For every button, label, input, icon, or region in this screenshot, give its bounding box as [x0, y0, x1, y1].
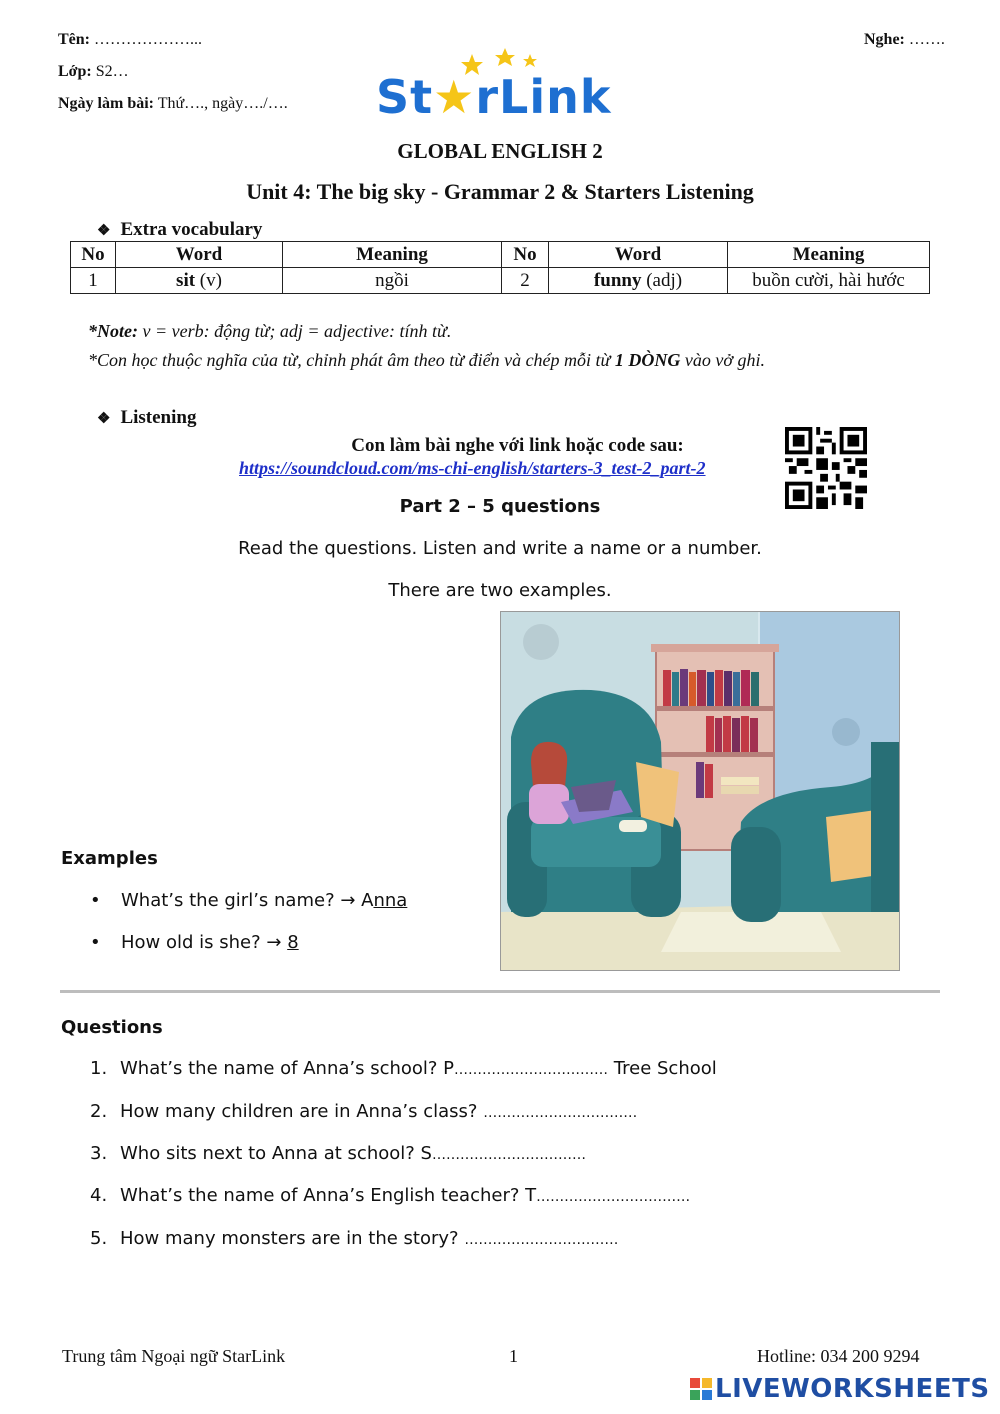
answer-blank[interactable]: …………………………… — [483, 1105, 638, 1121]
cell-no: 2 — [502, 268, 549, 294]
name-field — [58, 31, 202, 49]
question-item-3 — [90, 1143, 586, 1164]
col-meaning-1: Meaning — [283, 242, 502, 268]
cell-meaning: ngồi — [283, 268, 502, 294]
note-abbreviations — [88, 321, 451, 342]
listen-score-label: Nghe: — [864, 31, 905, 48]
question-number: 5. — [90, 1228, 108, 1249]
cell-meaning: buồn cười, hài hước — [728, 268, 930, 294]
diamond-bullet-icon: ❖ — [97, 411, 111, 427]
date-label: Ngày làm bài: — [58, 95, 154, 112]
example-question: What’s the girl’s name? → A — [121, 890, 374, 911]
soundcloud-link[interactable]: https://soundcloud.com/ms-chi-english/starters-3_test-2_part-2 — [239, 458, 706, 478]
word-sit: sit — [176, 269, 196, 291]
cell-no: 1 — [71, 268, 116, 294]
note-instructions — [88, 350, 765, 371]
question-text: What’s the name of Anna’s school? P — [120, 1058, 455, 1079]
page-title: GLOBAL ENGLISH 2 — [397, 139, 603, 163]
col-meaning-2: Meaning — [728, 242, 930, 268]
name-value: ………………... — [94, 31, 202, 48]
instruction-line-1: Read the questions. Listen and write a name or a number. — [238, 538, 762, 559]
date-field — [58, 95, 288, 113]
example-answer: 8 — [287, 932, 299, 953]
listen-score-value: ……. — [908, 31, 945, 48]
word-pos: (adj) — [646, 269, 683, 291]
word-pos: (v) — [199, 269, 222, 291]
question-number: 2. — [90, 1101, 108, 1122]
vocab-header-row — [71, 242, 930, 268]
cell-word — [116, 268, 283, 294]
logo-text-part1: St — [376, 70, 434, 124]
living-room-illustration — [501, 612, 899, 970]
question-item-2 — [90, 1101, 637, 1122]
question-item-4 — [90, 1185, 690, 1206]
vocab-heading — [97, 219, 262, 241]
answer-blank[interactable]: …………………………… — [454, 1062, 609, 1078]
table-row — [71, 268, 930, 294]
answer-blank[interactable]: …………………………… — [464, 1232, 619, 1248]
question-text: How many monsters are in the story? — [120, 1228, 465, 1249]
question-item-5 — [90, 1228, 618, 1249]
diamond-bullet-icon: ❖ — [97, 223, 111, 239]
answer-blank[interactable]: …………………………… — [431, 1147, 586, 1163]
bullet-icon: • — [90, 932, 101, 953]
example-question: How old is she? → — [121, 932, 288, 953]
list-item — [90, 932, 299, 953]
col-word-1: Word — [116, 242, 283, 268]
starlink-logo — [376, 46, 626, 136]
part-title: Part 2 – 5 questions — [399, 496, 601, 517]
questions-heading: Questions — [61, 1017, 163, 1038]
listening-heading-text: Listening — [120, 407, 197, 428]
examples-heading: Examples — [61, 848, 158, 869]
listening-heading — [97, 407, 196, 429]
note-text: v = verb: động từ; adj = adjective: tính từ. — [137, 321, 452, 341]
vocab-heading-text: Extra vocabulary — [120, 219, 263, 240]
question-text: What’s the name of Anna’s English teacher? T — [120, 1185, 537, 1206]
question-text: How many children are in Anna’s class? — [120, 1101, 484, 1122]
question-text-after: Tree School — [608, 1058, 717, 1079]
class-value: S2… — [95, 63, 129, 80]
class-label: Lớp: — [58, 63, 92, 80]
question-number: 1. — [90, 1058, 108, 1079]
footer-hotline: Hotline: 034 200 9294 — [757, 1346, 920, 1366]
note-text-pre: *Con học thuộc nghĩa của từ, chỉnh phát âm theo từ điển và chép mỗi từ — [88, 350, 615, 370]
example-answer: nna — [373, 890, 408, 911]
scene-illustration — [500, 611, 900, 971]
footer-center-name: Trung tâm Ngoại ngữ StarLink — [62, 1346, 286, 1366]
vocab-table — [70, 241, 930, 294]
class-field — [58, 63, 129, 81]
col-no-2: No — [502, 242, 549, 268]
bullet-icon: • — [90, 890, 101, 911]
liveworksheets-logo-icon — [690, 1378, 712, 1402]
note-text-post: vào vở ghi. — [680, 350, 765, 370]
word-funny: funny — [593, 269, 642, 291]
question-item-1 — [90, 1058, 717, 1079]
answer-blank[interactable]: …………………………… — [536, 1189, 691, 1205]
section-divider — [60, 990, 940, 993]
note-text-bold: 1 DÒNG — [614, 350, 681, 370]
logo-wordmark — [376, 70, 611, 124]
logo-star-icon: ★ — [433, 70, 476, 124]
question-number: 4. — [90, 1185, 108, 1206]
question-text: Who sits next to Anna at school? S — [120, 1143, 432, 1164]
listen-score-field — [864, 31, 945, 49]
name-label: Tên: — [58, 31, 90, 48]
logo-text-part2: rLink — [475, 70, 612, 124]
footer-page-number: 1 — [509, 1346, 518, 1366]
cell-word — [549, 268, 728, 294]
col-no-1: No — [71, 242, 116, 268]
instruction-line-2: There are two examples. — [388, 580, 612, 601]
date-value: Thứ…., ngày…./…. — [157, 95, 288, 112]
list-item — [90, 890, 407, 911]
liveworksheets-text: LIVEWORKSHEETS — [715, 1374, 990, 1404]
col-word-2: Word — [549, 242, 728, 268]
listening-instruction: Con làm bài nghe với link hoặc code sau: — [351, 435, 684, 456]
note-label: *Note: — [88, 321, 138, 341]
question-number: 3. — [90, 1143, 108, 1164]
page-subtitle: Unit 4: The big sky - Grammar 2 & Starters Listening — [246, 179, 754, 204]
